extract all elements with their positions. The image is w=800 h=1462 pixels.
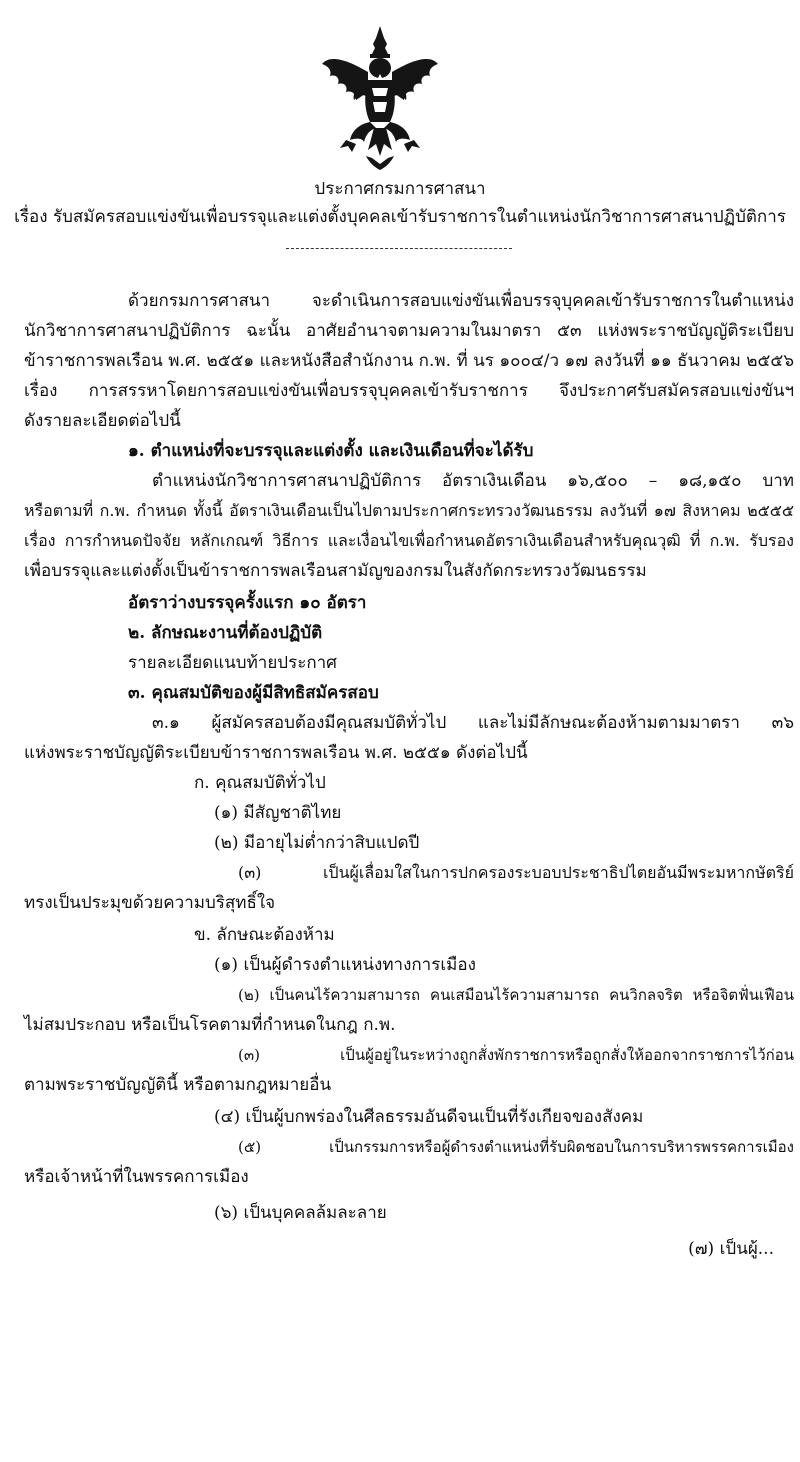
- intro-line: ดังรายละเอียดต่อไปนี้: [24, 411, 181, 431]
- intro-line: ข้าราชการพลเรือน พ.ศ. ๒๕๕๑ และหนังสือสำนักงาน ก.พ. ที่ นร ๑๐๐๔/ว ๑๗ ลงวันที่ ๑๑ ธันวาคม ๒๕๕๖: [24, 351, 794, 371]
- section3-heading: ๓. คุณสมบัติของผู้มีสิทธิสมัครสอบ: [128, 683, 379, 703]
- prohibition-item: (๒) เป็นคนไร้ความสามารถ คนเสมือนไร้ความสามารถ คนวิกลจริต หรือจิตฟั่นเฟือน: [238, 986, 794, 1004]
- general-qualifications-title: ก. คุณสมบัติทั่วไป: [194, 773, 326, 793]
- section2-detail: รายละเอียดแนบท้ายประกาศ: [128, 653, 337, 673]
- prohibition-item: (๑) เป็นผู้ดำรงตำแหน่งทางการเมือง: [214, 955, 476, 975]
- garuda-emblem-icon: [318, 24, 442, 172]
- section1-heading: ๑. ตำแหน่งที่จะบรรจุและแต่งตั้ง และเงินเดือนที่จะได้รับ: [128, 441, 534, 461]
- section3-para: ๓.๑ ผู้สมัครสอบต้องมีคุณสมบัติทั่วไป และไม่มีลักษณะต้องห้ามตามมาตรา ๓๖: [152, 713, 794, 733]
- section1-line: หรือตามที่ ก.พ. กำหนด ทั้งนี้ อัตราเงินเดือนเป็นไปตามประกาศกระทรวงวัฒนธรรม ลงวันที่ ๑๗ สิงหาคม ๒๕๕๕: [24, 501, 794, 520]
- vacancy-count: อัตราว่างบรรจุครั้งแรก ๑๐ อัตรา: [128, 593, 367, 613]
- prohibition-item: ไม่สมประกอบ หรือเป็นโรคตามที่กำหนดในกฎ ก.พ.: [24, 1015, 396, 1035]
- prohibition-item: ตามพระราชบัญญัตินี้ หรือตามกฎหมายอื่น: [24, 1075, 332, 1095]
- prohibition-item: (๖) เป็นบุคคลล้มละลาย: [214, 1203, 387, 1223]
- section1-line: ตำแหน่งนักวิชาการศาสนาปฏิบัติการ อัตราเงินเดือน ๑๖,๕๐๐ – ๑๘,๑๕๐ บาท: [152, 471, 794, 491]
- prohibition-item: (๓) เป็นผู้อยู่ในระหว่างถูกสั่งพักราชการหรือถูกสั่งให้ออกจากราชการไว้ก่อน: [238, 1046, 794, 1064]
- qualification-item: (๒) มีอายุไม่ต่ำกว่าสิบแปดปี: [214, 833, 420, 853]
- prohibitions-title: ข. ลักษณะต้องห้าม: [194, 925, 335, 945]
- qualification-item: (๓) เป็นผู้เลื่อมใสในการปกครองระบอบประชาธิปไตยอันมีพระมหากษัตริย์: [238, 863, 794, 882]
- title-separator: [286, 248, 512, 249]
- intro-line: ด้วยกรมการศาสนา จะดำเนินการสอบแข่งขันเพื่อบรรจุบุคคลเข้ารับราชการในตำแหน่ง: [128, 291, 794, 311]
- section1-line: เรื่อง การกำหนดปัจจัย หลักเกณฑ์ วิธีการ และเงื่อนไขเพื่อกำหนดอัตราเงินเดือนสำหรับคุณวุฒิ ที่ ก.พ. รับรอง: [24, 531, 794, 550]
- section3-para: แห่งพระราชบัญญัติระเบียบข้าราชการพลเรือน พ.ศ. ๒๕๕๑ ดังต่อไปนี้: [24, 743, 528, 763]
- qualification-item: ทรงเป็นประมุขด้วยความบริสุทธิ์ใจ: [24, 893, 276, 913]
- prohibition-item: (๔) เป็นผู้บกพร่องในศีลธรรมอันดีจนเป็นที่รังเกียจของสังคม: [214, 1107, 644, 1127]
- prohibition-item: หรือเจ้าหน้าที่ในพรรคการเมือง: [24, 1167, 249, 1187]
- section1-line: เพื่อบรรจุและแต่งตั้งเป็นข้าราชการพลเรือนสามัญของกรมในสังกัดกระทรวงวัฒนธรรม: [24, 561, 647, 581]
- section2-heading: ๒. ลักษณะงานที่ต้องปฏิบัติ: [128, 623, 323, 643]
- intro-line: เรื่อง การสรรหาโดยการสอบแข่งขันเพื่อบรรจุบุคคลเข้ารับราชการ จึงประกาศรับสมัครสอบแข่งขันฯ: [24, 381, 794, 401]
- qualification-item: (๑) มีสัญชาติไทย: [214, 803, 342, 823]
- intro-line: นักวิชาการศาสนาปฏิบัติการ ฉะนั้น อาศัยอำนาจตามความในมาตรา ๕๓ แห่งพระราชบัญญัติระเบียบ: [24, 321, 794, 341]
- prohibition-item: (๕) เป็นกรรมการหรือผู้ดำรงตำแหน่งที่รับผิดชอบในการบริหารพรรคการเมือง: [238, 1138, 794, 1156]
- announcement-org: ประกาศกรมการศาสนา: [314, 179, 486, 199]
- continuation-marker: (๗) เป็นผู้...: [688, 1239, 774, 1259]
- announcement-subject: เรื่อง รับสมัครสอบแข่งขันเพื่อบรรจุและแต่งตั้งบุคคลเข้ารับราชการในตำแหน่งนักวิชาการศาสนาปฏิบัติการ: [14, 207, 786, 227]
